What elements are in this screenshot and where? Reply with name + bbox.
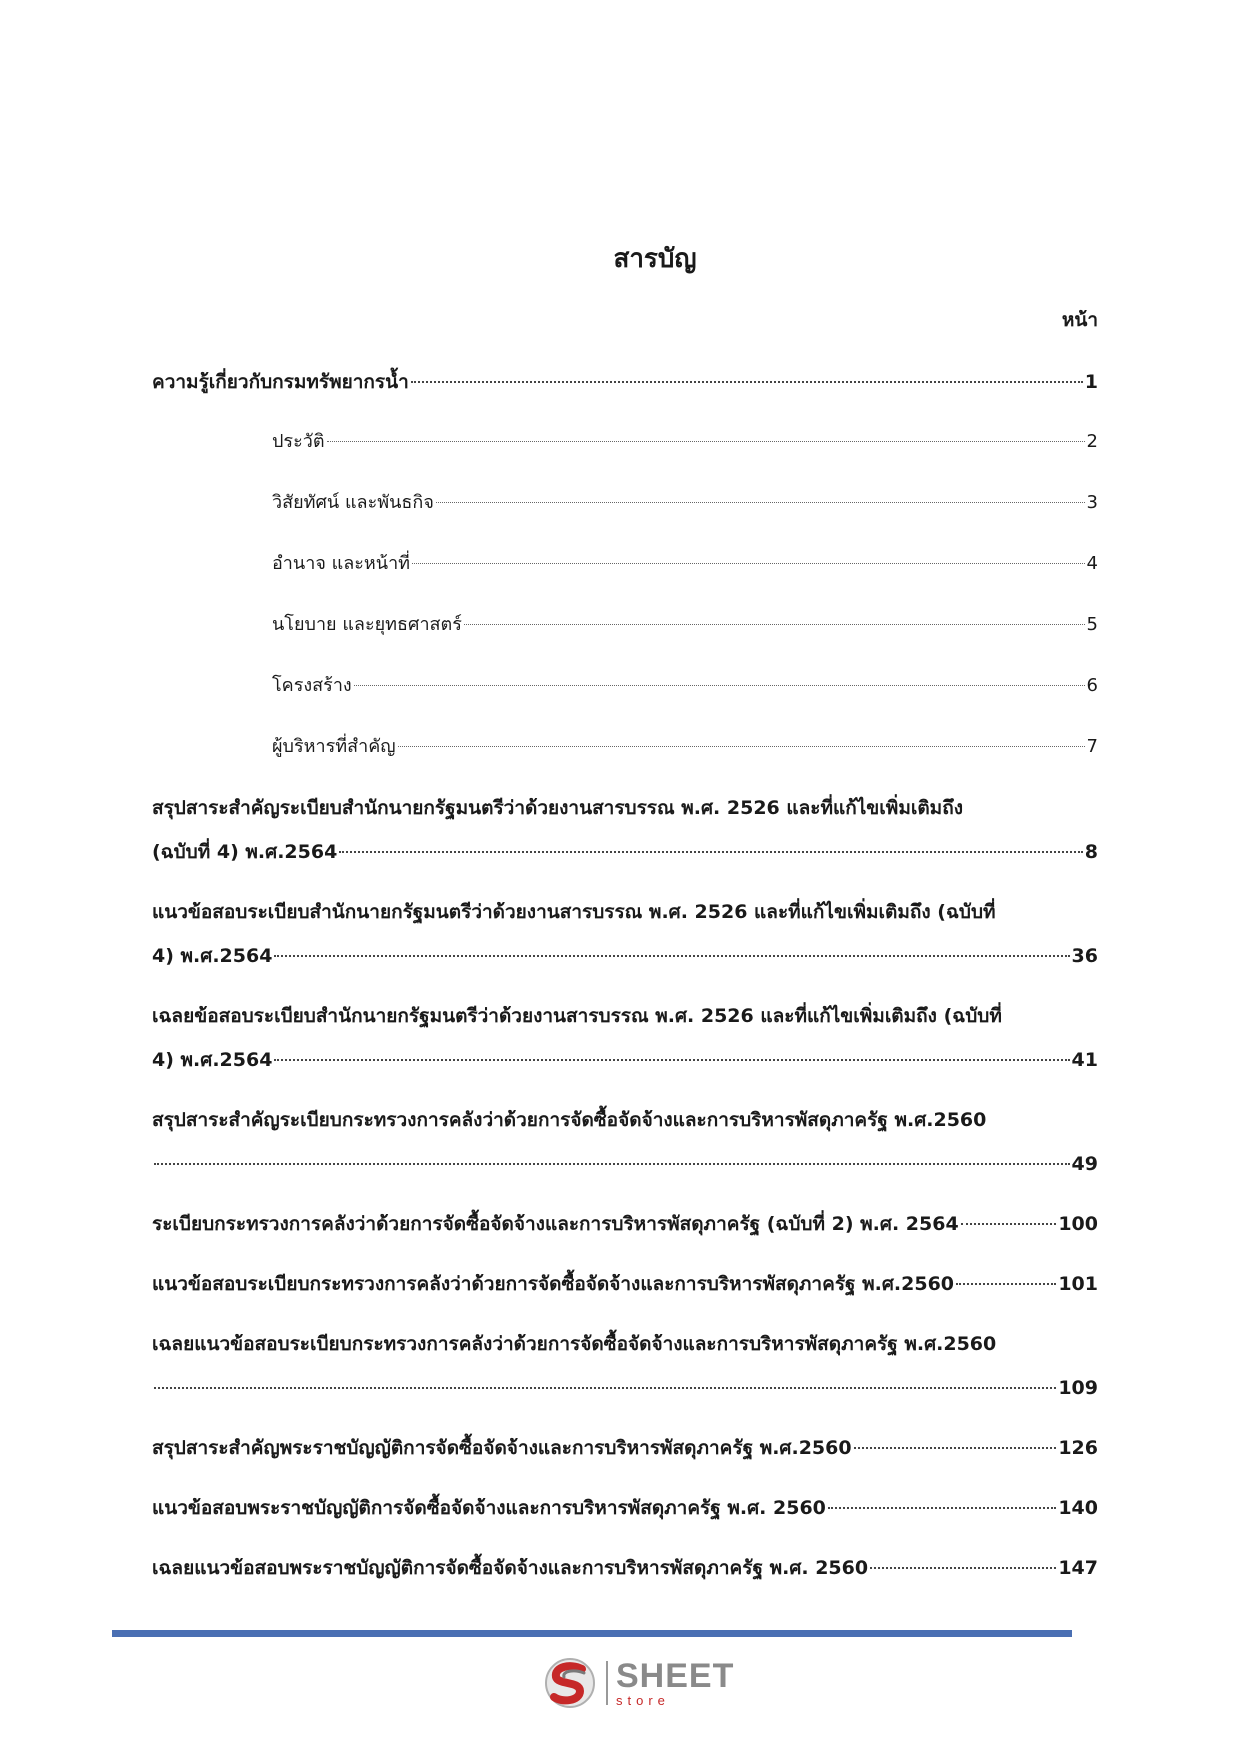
toc-entry[interactable] (152, 1486, 1098, 1530)
toc-entry[interactable] (152, 994, 1098, 1082)
toc-dot-leader (854, 1447, 1057, 1449)
footer-divider (112, 1630, 1072, 1637)
toc-entry[interactable] (152, 1322, 1098, 1410)
toc-dot-leader (154, 1163, 1070, 1165)
toc-entry[interactable] (152, 786, 1098, 874)
toc-page-number: 109 (1058, 1377, 1098, 1399)
toc-page-number: 100 (1058, 1213, 1098, 1235)
toc-page-number: 7 (1086, 736, 1098, 757)
toc-dot-leader (274, 1059, 1069, 1061)
toc-entry[interactable] (152, 481, 1098, 525)
toc-entry-title-line1: แนวข้อสอบระเบียบสำนักนายกรัฐมนตรีว่าด้วยงานสารบรรณ พ.ศ. 2526 และที่แก้ไขเพิ่มเติมถึง (ฉบับที่ (152, 901, 996, 923)
toc-entry[interactable] (152, 890, 1098, 978)
toc-dot-leader (828, 1507, 1056, 1509)
toc-dot-leader (398, 746, 1085, 747)
toc-page-number: 101 (1058, 1273, 1098, 1295)
toc-entry[interactable] (152, 542, 1098, 586)
table-of-contents (152, 360, 1098, 1606)
toc-entry-title-line1: เฉลยข้อสอบระเบียบสำนักนายกรัฐมนตรีว่าด้วยงานสารบรรณ พ.ศ. 2526 และที่แก้ไขเพิ่มเติมถึง (ฉบับที่ (152, 1005, 1002, 1027)
toc-entry-title-line1: สรุปสาระสำคัญระเบียบสำนักนายกรัฐมนตรีว่าด้วยงานสารบรรณ พ.ศ. 2526 และที่แก้ไขเพิ่มเติมถึง (152, 797, 963, 819)
toc-entry-title-line2: 4) พ.ศ.2564 (152, 945, 273, 967)
toc-entry-title: นโยบาย และยุทธศาสตร์ (272, 614, 462, 635)
toc-entry[interactable] (152, 664, 1098, 708)
toc-entry[interactable] (152, 1262, 1098, 1306)
sheet-store-s-logo-icon (540, 1655, 600, 1711)
toc-dot-leader (327, 441, 1085, 442)
toc-dot-leader (464, 624, 1085, 625)
toc-entry-title: อำนาจ และหน้าที่ (272, 553, 411, 574)
toc-entry-title: ความรู้เกี่ยวกับกรมทรัพยากรน้ำ (152, 371, 409, 393)
toc-entry[interactable] (152, 420, 1098, 464)
toc-entry-title-line2: (ฉบับที่ 4) พ.ศ.2564 (152, 841, 338, 863)
toc-page-number: 3 (1086, 492, 1098, 513)
page-column-header: หน้า (1061, 309, 1098, 331)
toc-dot-leader (961, 1223, 1057, 1225)
toc-entry[interactable] (152, 603, 1098, 647)
toc-dot-leader (412, 563, 1085, 564)
toc-page-number: 8 (1084, 841, 1098, 863)
toc-dot-leader (411, 381, 1083, 383)
toc-page-number: 1 (1084, 371, 1098, 393)
toc-entry-title: ผู้บริหารที่สำคัญ (272, 736, 396, 757)
sheet-store-logo (540, 1655, 734, 1711)
logo-separator (606, 1661, 608, 1705)
toc-page-number: 5 (1086, 614, 1098, 635)
toc-dot-leader (354, 685, 1085, 686)
toc-dot-leader (956, 1283, 1056, 1285)
toc-entry-title: วิสัยทัศน์ และพันธกิจ (272, 492, 434, 513)
logo-main-text: SHEET (616, 1657, 735, 1695)
toc-entry-title: แนวข้อสอบระเบียบกระทรวงการคลังว่าด้วยการจัดซื้อจัดจ้างและการบริหารพัสดุภาครัฐ พ.ศ.2560 (152, 1273, 955, 1295)
toc-entry[interactable] (152, 1202, 1098, 1246)
toc-entry[interactable] (152, 725, 1098, 769)
toc-entry[interactable] (152, 1546, 1098, 1590)
page-title: สารบัญ (613, 244, 697, 274)
logo-sub-text: store (616, 1693, 670, 1708)
toc-dot-leader (154, 1387, 1056, 1389)
toc-page-number: 140 (1058, 1497, 1098, 1519)
toc-entry-title-line1: สรุปสาระสำคัญระเบียบกระทรวงการคลังว่าด้วยการจัดซื้อจัดจ้างและการบริหารพัสดุภาครัฐ พ.ศ.2560 (152, 1109, 987, 1131)
toc-dot-leader (870, 1567, 1056, 1569)
toc-entry-title: โครงสร้าง (272, 675, 352, 696)
toc-page-number: 49 (1071, 1153, 1098, 1175)
toc-page-number: 147 (1058, 1557, 1098, 1579)
toc-entry-title: ระเบียบกระทรวงการคลังว่าด้วยการจัดซื้อจัดจ้างและการบริหารพัสดุภาครัฐ (ฉบับที่ 2) พ.ศ. 2564 (152, 1213, 959, 1235)
toc-entry[interactable] (152, 1426, 1098, 1470)
toc-entry[interactable] (152, 360, 1098, 404)
toc-entry-title: สรุปสาระสำคัญพระราชบัญญัติการจัดซื้อจัดจ้างและการบริหารพัสดุภาครัฐ พ.ศ.2560 (152, 1437, 852, 1459)
toc-page-number: 36 (1071, 945, 1098, 967)
toc-page-number: 6 (1086, 675, 1098, 696)
toc-entry-title: ประวัติ (272, 431, 325, 452)
toc-page-number: 41 (1071, 1049, 1098, 1071)
toc-page-number: 4 (1086, 553, 1098, 574)
toc-entry[interactable] (152, 1098, 1098, 1186)
toc-entry-title: เฉลยแนวข้อสอบพระราชบัญญัติการจัดซื้อจัดจ้างและการบริหารพัสดุภาครัฐ พ.ศ. 2560 (152, 1557, 869, 1579)
toc-dot-leader (339, 851, 1082, 853)
toc-dot-leader (436, 502, 1085, 503)
toc-entry-title-line2: 4) พ.ศ.2564 (152, 1049, 273, 1071)
toc-page-number: 126 (1058, 1437, 1098, 1459)
toc-entry-title-line1: เฉลยแนวข้อสอบระเบียบกระทรวงการคลังว่าด้วยการจัดซื้อจัดจ้างและการบริหารพัสดุภาครัฐ พ.ศ.2560 (152, 1333, 997, 1355)
toc-page-number: 2 (1086, 431, 1098, 452)
toc-dot-leader (274, 955, 1069, 957)
toc-entry-title: แนวข้อสอบพระราชบัญญัติการจัดซื้อจัดจ้างและการบริหารพัสดุภาครัฐ พ.ศ. 2560 (152, 1497, 826, 1519)
